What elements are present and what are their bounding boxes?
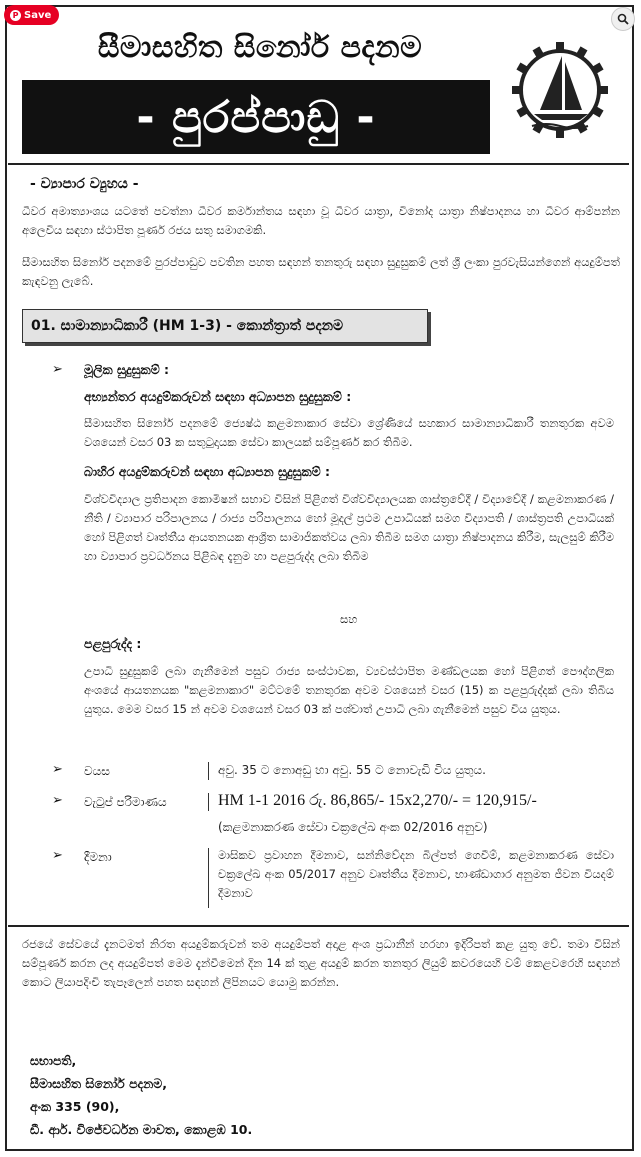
age-value: අවු. 35 ට නොඅඩු හා අවු. 55 ට නොවැඩි විය යුතුය.	[218, 763, 486, 777]
arrow-bullet-icon: ➢	[52, 762, 63, 777]
signature-org: සීමාසහිත සිනෝර් පදනම,	[30, 1076, 167, 1091]
age-label: වයස	[84, 764, 110, 778]
pin-icon: P	[10, 10, 21, 21]
signature-number: අංක 335 (90),	[30, 1099, 120, 1114]
signature-title: සභාපති,	[30, 1053, 77, 1068]
salary-label: වැටුප් පරිමාණය	[84, 795, 167, 809]
salary-value: HM 1-1 2016 රු. 86,865/- 15x2,270/- = 120,915/-	[218, 792, 537, 809]
age-divider	[208, 762, 209, 780]
external-qualification-text: විශ්වවිද්‍යාල ප්‍රතිපාදන කොමිෂන් සභාව විසින් පිළිගත් විශ්වවිද්‍යාලයක ශාස්ත්‍රවේදී / විද්‍යාවේදී / කළමනාකරණ / නීති / ව්‍යාපාර පරිපාලනය / රාජ්‍ය පරිපාලනය හෝ මූදල් ප්‍රථම උපාධියක් සමග විද්‍යාපති / ශාස්ත්‍රපති උපාධියක් හෝ පිළිගත් වෘත්තීය ආයතනයක ආශ්‍රිත සාමාජිකත්වය ලබා තිබීම සමග යාත්‍රා නිෂ්පාදනය කිරීම, සැලසුම් කිරීම හා ව්‍යාපාර ප්‍රවර්ධනය පිළිබඳ දැනුම හා පළපුරුද්ද ලබා තිබීම	[84, 492, 614, 563]
post-title: 01. සාමාන්‍යාධිකාරී (HM 1-3) - කොන්ත්‍රාත් පදනම	[31, 318, 344, 334]
allowances-value: මාසිකව ප්‍රවාහන දීමනාව, සන්නිවේදන බිල්පත් ගෙවීම්, කළමනාකරණ සේවා චක්‍රලේඛ අංක 05/2017 අනුව වෘත්තීය දීමනාව, භාණ්ඩාගාර අනුමත ජීවන වියදම් දීමනාව	[218, 848, 614, 900]
arrow-bullet-icon: ➢	[52, 848, 63, 863]
arrow-bullet-icon: ➢	[52, 362, 63, 377]
zoom-button[interactable]	[611, 7, 635, 31]
external-heading: බාහිර අයදුම්කරුවන් සඳහා අධ්‍යාපන සුදුසුකම් :	[84, 464, 331, 479]
org-title: සීමාසහිත සිනෝර් පදනම	[97, 30, 423, 65]
sailboat-gear-logo	[510, 40, 610, 140]
save-label: Save	[24, 9, 52, 21]
allowances-label: දීමනා	[84, 850, 112, 864]
and-word: සහ	[340, 612, 358, 626]
business-heading: - ව්‍යාපාර ව්‍යුහය -	[30, 176, 139, 192]
allowances-divider	[208, 848, 209, 908]
intro-paragraph-1: ධීවර අමාත්‍යාංශය යටතේ පවත්නා ධීවර කර්මාන්තය සඳහා වූ ධීවර යාත්‍රා, විනෝද යාත්‍රා නිෂ්පාදනය හා ධීවර ආම්පන්න අලෙවිය සඳහා ස්ථාපිත පූර්ණ රජය සතු සමාගමකි.	[22, 204, 620, 237]
signature-address: ඩී. ආර්. විජේවර්ධන මාවත, කොළඹ 10.	[30, 1122, 253, 1137]
salary-divider	[208, 793, 209, 811]
closing-paragraph: රජයේ සේවයේ දැනටමත් නිරත අයදුම්කරුවන් තම අයදුම්පත් අදාළ අංශ ප්‍රධානීන් හරහා ඉදිරිපත් කළ යුතු වේ. තමා විසින් සම්පූර්ණ කරන ලද අයදුම්පත් මෙම දැන්වීමෙන් දින 14 ක් තුළ අයදුම් කරන තනතුර ලියුම් කවරයෙහි වම් කෙළවරෙහි සඳහන් කොට ලියාපදිංචි තැපෑලෙන් පහත සඳහන් ලිපිනයට යොමු කරන්න.	[22, 937, 620, 989]
qualifications-heading: මූලික සුදුසුකම් :	[84, 362, 170, 377]
divider-bottom	[8, 925, 629, 927]
intro-paragraph-2: සීමාසහිත සිනෝර් පදනමේ පුරප්පාඩුව පවතින පහත සඳහන් තනතුරු සඳහා සුදුසුකම් ලත් ශ්‍රී ලංකා පුරවැසියන්ගෙන් අයදුම්පත් කැඳවනු ලැබේ.	[22, 255, 620, 288]
experience-heading: පළපුරුද්ද :	[84, 636, 142, 651]
experience-text: උපාධි සුදුසුකම් ලබා ගැනීමෙන් පසුව රාජ්‍ය සංස්ථාවක, ව්‍යවස්ථාපිත මණ්ඩලයක හෝ පිළිගත් පෞද්ගලික අංශයේ ආයතනයක "කළමනාකාර" මට්ටමේ තනතුරක අවම වශයෙන් වසර (15) ක පළපුරුද්දක් ලබා තිබිය යුතුය. මෙම වසර 15 න් අවම වශයෙන් වසර 03 ක් පශ්චාත් උපාධි ලබා ගැනීමෙන් පසුව විය යුතුය.	[84, 664, 614, 716]
magnifier-icon	[617, 13, 629, 25]
vacancy-banner: - පුරප්පාඩු -	[22, 80, 490, 154]
internal-qualification-text: සීමාසහිත සිනෝර් පදනමේ ජ්‍යෙෂ්ඨ කළමනාකාර සේවා ශ්‍රේණියේ සහකාර සාමාන්‍යාධිකාරී තනතුරක අවම වශයෙන් වසර 03 ක සතුටුදායක සේවා කාලයක් සම්පූර්ණ කර තිබීම.	[84, 416, 614, 449]
internal-heading: අභ්‍යන්තර අයදුම්කරුවන් සඳහා අධ්‍යාපන සුදුසුකම් :	[84, 389, 352, 404]
salary-note: (කළමනාකරණ සේවා චක්‍රලේඛ අංක 02/2016 අනුව)	[218, 820, 488, 834]
divider-top	[8, 163, 629, 165]
post-title-box	[22, 309, 428, 343]
arrow-bullet-icon: ➢	[52, 793, 63, 808]
save-button[interactable]	[4, 5, 59, 25]
